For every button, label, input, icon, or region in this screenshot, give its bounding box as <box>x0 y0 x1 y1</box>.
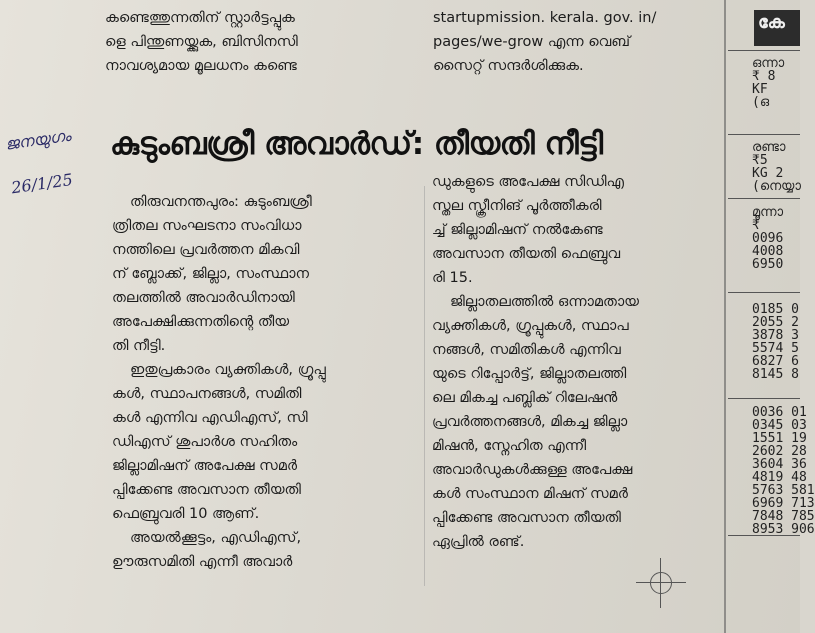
sidebar-number: രണ്ടാ <box>752 140 786 155</box>
article-line: ന് ബ്ലോക്ക്, ജില്ലാ, സംസ്ഥാന <box>112 266 309 282</box>
sidebar-number: 5574 5 <box>752 341 799 356</box>
sidebar-number: 7848 785 <box>752 509 815 524</box>
sidebar-number: 1551 19 <box>752 431 807 446</box>
article-line: പ്പിക്കേണ്ട അവസാന തീയതി <box>112 482 301 498</box>
article-line: ഫെബ്രുവരി 10 ആണ്. <box>112 506 260 522</box>
article-line: ഡിഎസ് ശുപാർശ സഹിതം <box>112 434 298 450</box>
article-line: ഏപ്രിൽ രണ്ട്. <box>432 534 525 550</box>
article-line: രി 15. <box>432 270 473 286</box>
text-line: startupmission. kerala. gov. in/ <box>433 10 657 26</box>
article-line: തലത്തിൽ അവാർഡിനായി <box>112 290 295 306</box>
sidebar-number: 6969 713 <box>752 496 815 511</box>
sidebar-number: 4008 <box>752 244 784 259</box>
article-left-column <box>112 190 424 574</box>
sidebar-number: 3604 36 <box>752 457 807 472</box>
sidebar-number: 0036 01 <box>752 405 807 420</box>
sidebar-number: 0185 0 <box>752 302 799 317</box>
headline: കുടുംബശ്രീ അവാർഡ്: തീയതി നീട്ടി <box>110 126 603 162</box>
top-left-column <box>105 6 417 78</box>
sidebar-number: ഒന്നാ <box>752 56 785 71</box>
sidebar-number: ₹ 8 <box>752 69 776 84</box>
sidebar-number: 0345 03 <box>752 418 807 433</box>
article-line: കൾ എന്നിവ എഡിഎസ്, സി <box>112 410 308 426</box>
article-line: പ്രവർത്തനങ്ങൾ, മികച്ച ജില്ലാ <box>432 414 628 430</box>
sidebar-rule <box>728 292 800 293</box>
article-line: നത്തിലെ പ്രവർത്തന മികവി <box>112 242 300 258</box>
sidebar-rule <box>728 198 800 199</box>
article-line: കൾ, സ്ഥാപനങ്ങൾ, സമിതി <box>112 386 302 402</box>
article-line: തി നീട്ടി. <box>112 338 166 354</box>
sidebar-number: KG 2 <box>752 166 784 181</box>
text-line: pages/we-grow എന്ന വെബ് <box>433 34 631 50</box>
text-line: നാവശ്യമായ മൂലധനം കണ്ടെ <box>105 58 297 74</box>
sidebar-header-box: കേ <box>754 10 800 46</box>
sidebar-number: (ഒ <box>752 95 770 110</box>
text-line: ളെ പിന്തുണയ്ക്കുക, ബിസിനസി <box>105 34 298 50</box>
sidebar-number: 2055 2 <box>752 315 799 330</box>
sidebar-number: 8953 906 <box>752 522 815 537</box>
article-line: നങ്ങൾ, സമിതികൾ എന്നിവ <box>432 342 621 358</box>
article-right-column <box>432 170 722 554</box>
article-line: അയൽക്കൂട്ടം, എഡിഎസ്, <box>130 530 302 546</box>
text-line: ജനയുഗം <box>4 125 72 154</box>
article-line: ഇതുപ്രകാരം വ്യക്തികൾ, ഗ്രൂപ്പു <box>130 362 326 378</box>
article-line: ഡുകളുടെ അപേക്ഷ സിഡിഎ <box>432 174 624 190</box>
article-line: മിഷൻ, സ്നേഹിത എന്നീ <box>432 438 587 454</box>
sidebar-rule <box>728 134 800 135</box>
article-line: തിരുവനന്തപുരം: കുടുംബശ്രീ <box>130 194 312 210</box>
article-line: പ്പിക്കേണ്ട അവസാന തീയതി <box>432 510 621 526</box>
sidebar-number: 2602 28 <box>752 444 807 459</box>
sidebar-number: 6827 6 <box>752 354 799 369</box>
article-line: ജില്ലാതലത്തിൽ ഒന്നാമതായ <box>450 294 639 310</box>
article-line: ഊരുസമിതി എന്നീ അവാർ <box>112 554 293 570</box>
sidebar-number: 6950 <box>752 257 784 272</box>
article-line: ത്രിതല സംഘടനാ സംവിധാ <box>112 218 302 234</box>
sidebar-number: 3878 3 <box>752 328 799 343</box>
text-line: 26/1/25 <box>10 169 74 198</box>
sidebar-divider <box>724 0 726 633</box>
column-divider <box>424 186 425 586</box>
article-line: അവസാന തീയതി ഫെബ്രുവ <box>432 246 621 262</box>
sidebar-number: 0096 <box>752 231 784 246</box>
article-line: ച്ച് ജില്ലാമിഷന് നൽകേണ്ട <box>432 222 603 238</box>
sidebar-number: KF <box>752 82 768 97</box>
sidebar-number: 8145 8 <box>752 367 799 382</box>
sidebar-number: മൂന്നാ <box>752 205 784 220</box>
handwritten-note <box>1 102 110 218</box>
sidebar-number: ₹5 <box>752 153 768 168</box>
article-line: യുടെ റിപ്പോർട്ട്, ജില്ലാതലത്തി <box>432 366 627 382</box>
article-line: കൾ സംസ്ഥാന മിഷന് സമർ <box>432 486 628 502</box>
sidebar-number: (നെയ്യാ <box>752 179 801 194</box>
lottery-sidebar <box>728 0 815 633</box>
article-line: സ്തല സ്ക്രീനിങ് പൂർത്തീകരി <box>432 198 602 214</box>
sidebar-number: 5763 581 <box>752 483 815 498</box>
sidebar-rule <box>728 398 800 399</box>
text-line: സൈറ്റ് സന്ദർശിക്കുക. <box>433 58 584 74</box>
sidebar-number: ₹ <box>752 218 760 233</box>
registration-mark-icon <box>636 558 686 608</box>
top-right-column <box>433 6 733 78</box>
article-line: ലെ മികച്ച പബ്ലിക് റിലേഷൻ <box>432 390 618 406</box>
article-line: അവാർഡുകൾക്കുള്ള അപേക്ഷ <box>432 462 633 478</box>
sidebar-rule <box>728 50 800 51</box>
text-line: കണ്ടെത്തുന്നതിന് സ്റ്റാർട്ടപ്പുക <box>105 10 295 26</box>
article-line: ജില്ലാമിഷന് അപേക്ഷ സമർ <box>112 458 297 474</box>
article-line: അപേക്ഷിക്കുന്നതിന്റെ തീയ <box>112 314 290 330</box>
sidebar-number: 4819 48 <box>752 470 807 485</box>
article-line: വ്യക്തികൾ, ഗ്രൂപ്പുകൾ, സ്ഥാപ <box>432 318 629 334</box>
